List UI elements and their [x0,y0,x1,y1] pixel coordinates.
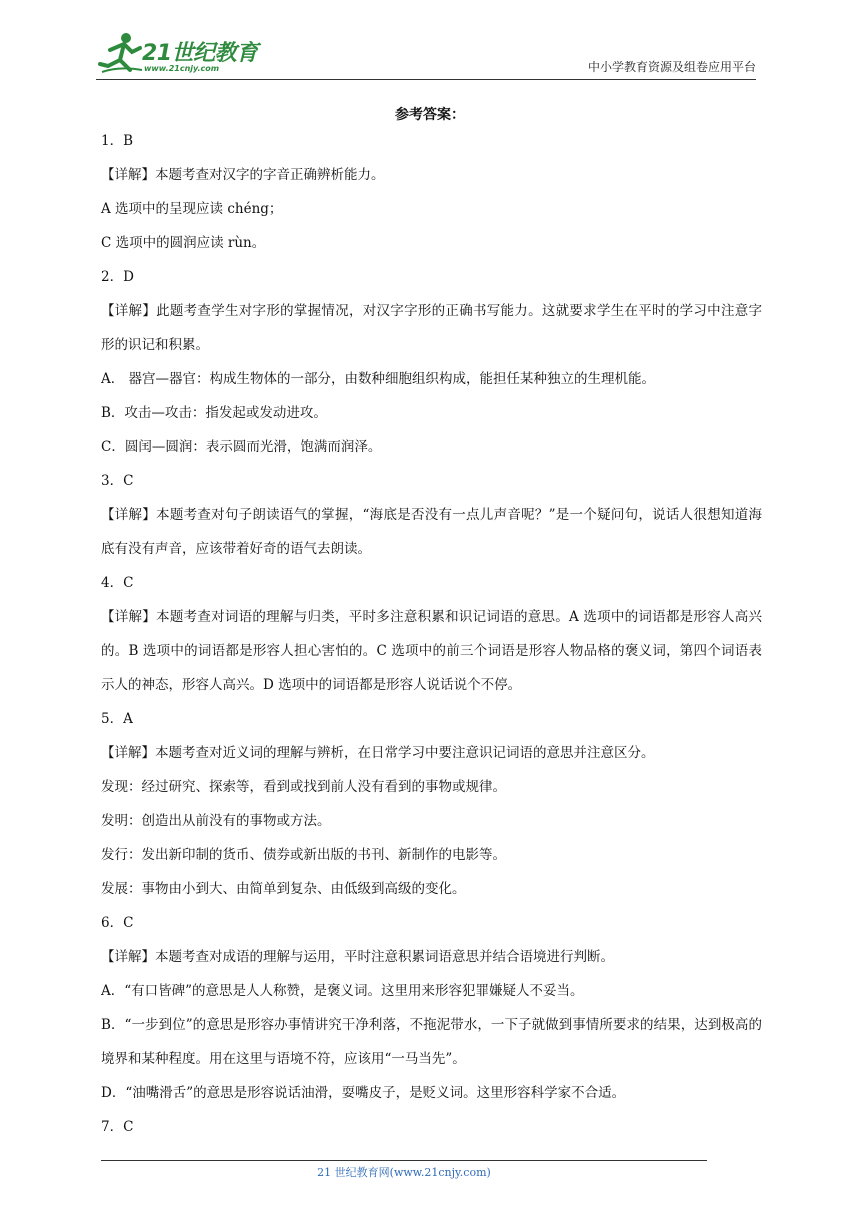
explanation-line: A 选项中的呈现应读 chéng； [101,201,283,217]
explanation-line: 发明：创造出从前没有的事物或方法。 [101,813,331,829]
explanation-line: D．“油嘴滑舌”的意思是形容说话油滑，耍嘴皮子，是贬义词。这里形容科学家不合适。 [101,1085,626,1101]
answer-number: 4．C [101,575,134,591]
logo-url: www.21cnjy.com [144,64,220,73]
logo-wordmark: 21世纪教育 [142,41,258,66]
answer-content [101,124,762,1144]
explanation-line: 发行：发出新印制的货币、债券或新出版的书刊、新制作的电影等。 [101,847,506,863]
answer-number: 5．A [101,711,133,727]
explanation-line: C．圆闰—圆润：表示圆而光滑，饱满而润泽。 [101,439,382,455]
answer-number: 1．B [101,133,134,149]
explanation-line: 【详解】本题考查对汉字的字音正确辨析能力。 [101,167,385,183]
explanation-line: 【详解】本题考查对近义词的理解与辨析，在日常学习中要注意识记词语的意思并注意区分。 [101,745,655,761]
explanation-line: 【详解】此题考查学生对字形的掌握情况，对汉字字形的正确书写能力。这就要求学生在平时的学习中注意字形的识记和积累。 [101,303,762,353]
explanation-line: 【详解】本题考查对句子朗读语气的掌握，“海底是否没有一点儿声音呢？”是一个疑问句，说话人很想知道海底有没有声音，应该带着好奇的语气去朗读。 [101,507,762,557]
explanation-line: C 选项中的圆润应读 rùn。 [101,235,266,251]
runner-logo-icon [96,30,144,76]
explanation-line: A． 器宫—器官：构成生物体的一部分，由数种细胞组织构成，能担任某种独立的生理机能。 [101,371,656,387]
platform-tagline: 中小学教育资源及组卷应用平台 [587,60,756,74]
explanation-line: A．“有口皆碑”的意思是人人称赞，是褒义词。这里用来形容犯罪嫌疑人不妥当。 [101,983,584,999]
explanation-line: 【详解】本题考查对词语的理解与归类，平时多注意积累和识记词语的意思。A 选项中的词语都是形容人高兴的。B 选项中的词语都是形容人担心害怕的。C 选项中的前三个词语是形容人物品格的褒义词，第四个词语表示人的神态，形容人高兴。D 选项中的词语都是形容人说话说个不停。 [101,609,762,693]
footer-divider [101,1160,707,1161]
answer-number: 3．C [101,473,134,489]
site-logo [96,30,266,76]
page-title: 参考答案： [395,107,465,123]
answer-number: 2．D [101,269,134,285]
explanation-line: 发展：事物由小到大、由简单到复杂、由低级到高级的变化。 [101,881,466,897]
explanation-line: 【详解】本题考查对成语的理解与运用，平时注意积累词语意思并结合语境进行判断。 [101,949,614,965]
page-header [96,28,756,80]
header-divider [96,79,756,80]
page-footer: 21 世纪教育网(www.21cnjy.com) [317,1166,491,1179]
answer-number: 6．C [101,915,134,931]
explanation-line: 发现：经过研究、探索等，看到或找到前人没有看到的事物或规律。 [101,779,506,795]
answer-number: 7．C [101,1119,134,1135]
explanation-line: B．攻击—攻击：指发起或发动进攻。 [101,405,327,421]
explanation-line: B．“一步到位”的意思是形容办事情讲究干净利落，不拖泥带水，一下子就做到事情所要求的结果，达到极高的境界和某种程度。用在这里与语境不符，应该用“一马当先”。 [101,1017,762,1067]
